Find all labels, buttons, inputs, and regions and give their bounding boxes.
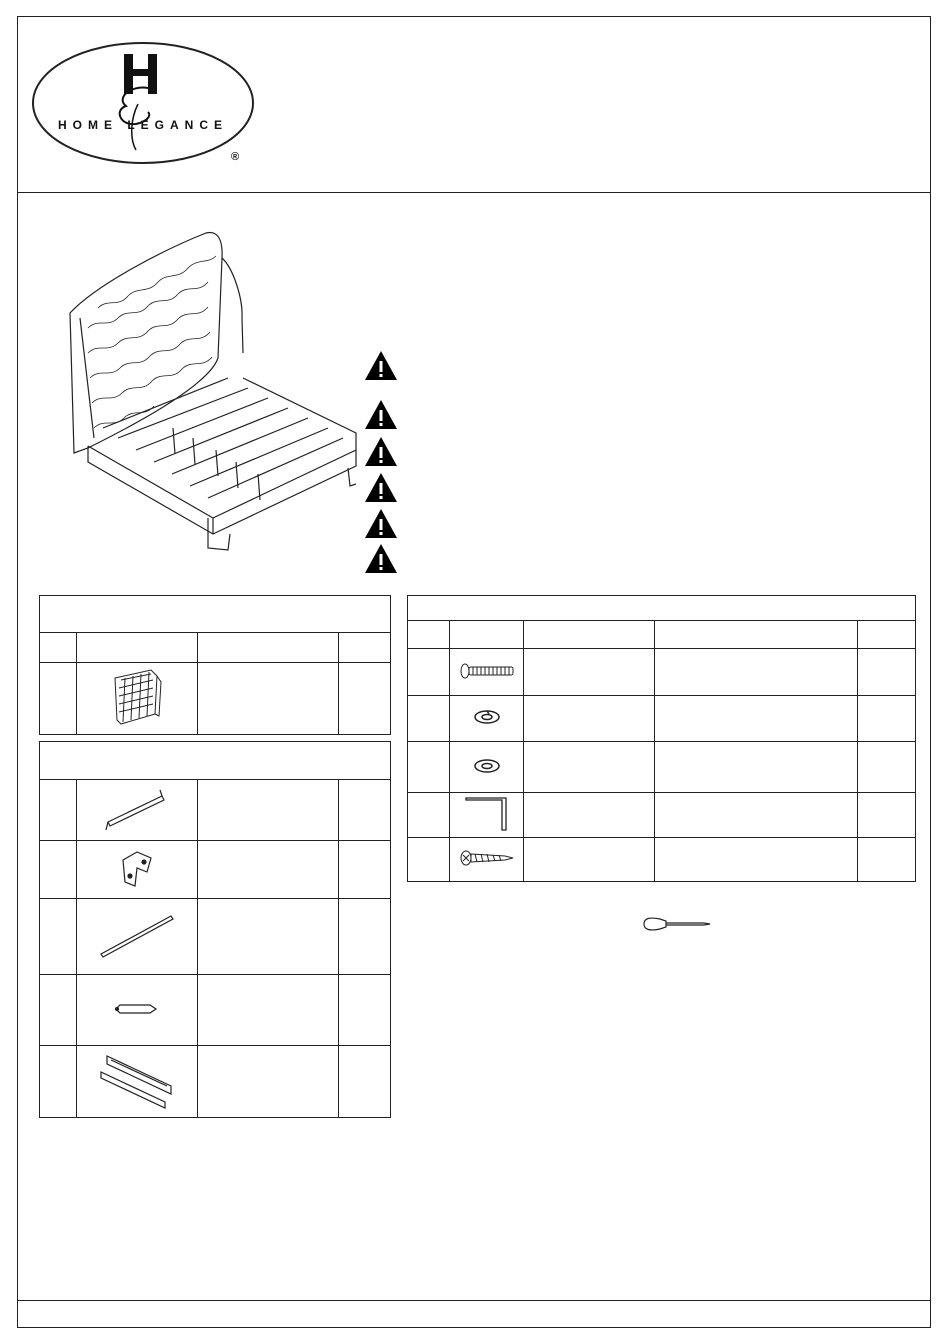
part-name — [524, 838, 655, 882]
warning-triangle-icon — [364, 399, 398, 431]
footboard-rail-part-image — [77, 1046, 198, 1118]
flat-washer-part-image — [450, 742, 524, 793]
part-id — [408, 793, 450, 838]
part-qty — [339, 663, 391, 735]
split-washer-icon — [472, 707, 502, 727]
warning-triangle-icon — [364, 508, 398, 540]
side-rail-icon — [102, 784, 172, 834]
part-desc — [198, 975, 339, 1046]
part-id — [408, 742, 450, 793]
table-title — [408, 596, 916, 621]
part-desc — [198, 899, 339, 975]
homelegance-logo — [30, 40, 260, 170]
part-qty — [339, 780, 391, 841]
warning-triangle-icon — [364, 350, 398, 382]
table-row — [408, 793, 916, 838]
wood-screw-part-image — [450, 838, 524, 882]
part-size — [655, 649, 858, 696]
part-desc — [198, 663, 339, 735]
col-header — [858, 621, 916, 649]
part-name — [524, 742, 655, 793]
warning-triangle-icon — [364, 543, 398, 575]
table-row — [40, 780, 391, 841]
support-leg-icon — [112, 999, 162, 1019]
headboard-icon — [107, 666, 167, 728]
col-header — [339, 633, 391, 663]
part-desc — [198, 780, 339, 841]
corner-bracket-part-image — [77, 841, 198, 899]
registered-mark: ® — [231, 151, 240, 163]
footer-divider — [17, 1300, 931, 1301]
part-name — [524, 649, 655, 696]
part-size — [655, 838, 858, 882]
part-qty — [339, 1046, 391, 1118]
screwdriver-icon — [640, 915, 714, 938]
part-size — [655, 696, 858, 742]
part-qty — [858, 696, 916, 742]
col-header — [450, 621, 524, 649]
part-id — [40, 780, 77, 841]
brand-letters: HOME LEGANCE — [58, 118, 229, 132]
table-row — [408, 838, 916, 882]
hardware-table — [407, 595, 916, 882]
warning-triangle-icon — [364, 472, 398, 504]
parts-table-headboard — [39, 595, 391, 735]
footer-text — [40, 1306, 900, 1324]
footboard-rail-icon — [97, 1050, 177, 1110]
part-name — [524, 696, 655, 742]
allen-wrench-part-image — [450, 793, 524, 838]
corner-bracket-icon — [117, 846, 157, 890]
part-qty — [339, 975, 391, 1046]
parts-table-frame — [39, 741, 391, 1118]
table-row — [40, 841, 391, 899]
part-id — [40, 899, 77, 975]
slat-part-image — [77, 899, 198, 975]
split-washer-part-image — [450, 696, 524, 742]
col-header — [655, 621, 858, 649]
table-row — [40, 1046, 391, 1118]
part-qty — [858, 793, 916, 838]
part-size — [655, 793, 858, 838]
part-qty — [858, 742, 916, 793]
header-divider — [17, 192, 931, 193]
part-desc — [198, 841, 339, 899]
bolt-part-image — [450, 649, 524, 696]
table-row — [408, 742, 916, 793]
part-qty — [858, 838, 916, 882]
allen-wrench-icon — [462, 794, 512, 834]
part-id — [40, 1046, 77, 1118]
table-title — [40, 742, 391, 780]
slat-icon — [97, 910, 177, 960]
table-row — [408, 696, 916, 742]
part-id — [408, 649, 450, 696]
table-row — [408, 649, 916, 696]
table-row — [40, 975, 391, 1046]
part-size — [655, 742, 858, 793]
part-id — [408, 696, 450, 742]
support-leg-part-image — [77, 975, 198, 1046]
col-header — [198, 633, 339, 663]
part-qty — [339, 899, 391, 975]
col-header — [408, 621, 450, 649]
part-desc — [198, 1046, 339, 1118]
side-rail-part-image — [77, 780, 198, 841]
bolt-icon — [457, 661, 517, 681]
col-header — [40, 633, 77, 663]
part-id — [40, 663, 77, 735]
table-row — [40, 663, 391, 735]
warning-triangle-icon — [364, 436, 398, 468]
headboard-part-image — [77, 663, 198, 735]
part-id — [40, 841, 77, 899]
part-name — [524, 793, 655, 838]
col-header — [77, 633, 198, 663]
table-row — [40, 899, 391, 975]
col-header — [524, 621, 655, 649]
wood-screw-icon — [457, 848, 517, 868]
bed-illustration — [58, 228, 368, 558]
part-qty — [339, 841, 391, 899]
part-id — [40, 975, 77, 1046]
part-qty — [858, 649, 916, 696]
part-id — [408, 838, 450, 882]
flat-washer-icon — [472, 756, 502, 776]
table-title — [40, 596, 391, 633]
